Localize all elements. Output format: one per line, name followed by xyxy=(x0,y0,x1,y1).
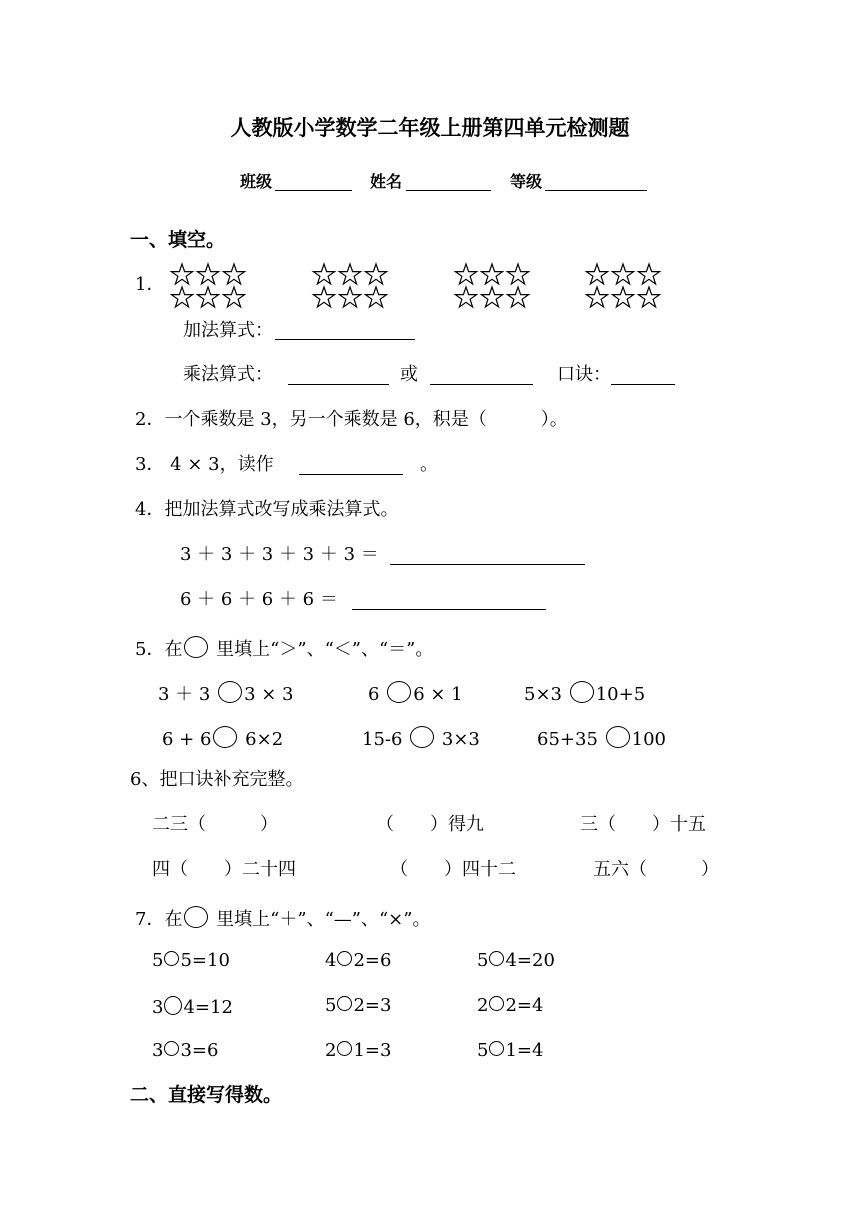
compare-right: 6×2 xyxy=(239,729,284,750)
rhyme-item: 二三（ ） xyxy=(152,814,278,835)
answer-circle[interactable] xyxy=(570,681,594,703)
rhyme-item: 三（ ）十五 xyxy=(580,814,706,835)
operator-item: 2 1=3 xyxy=(325,1040,392,1061)
answer-circle[interactable] xyxy=(489,996,504,1011)
grade-label: 等级 xyxy=(510,172,543,191)
question-7 xyxy=(135,906,430,929)
operator-item: 4 2=6 xyxy=(325,950,392,971)
answer-circle[interactable] xyxy=(337,951,352,966)
question-5-prefix: 5．在 xyxy=(135,639,183,660)
compare-right: 6 × 1 xyxy=(413,684,463,705)
compare-item xyxy=(162,726,283,749)
compare-right: 10+5 xyxy=(595,684,646,705)
compare-item xyxy=(537,726,666,749)
name-label: 姓名 xyxy=(370,172,403,191)
star-group-icon xyxy=(168,262,250,310)
compare-item xyxy=(524,681,645,704)
answer-circle[interactable] xyxy=(410,726,434,748)
equation-1-answer-field[interactable] xyxy=(390,564,585,565)
circle-icon xyxy=(184,906,208,928)
circle-icon xyxy=(184,636,208,658)
section-heading: 一、填空。 xyxy=(130,229,226,251)
compare-right: 3×3 xyxy=(436,729,480,750)
answer-circle[interactable] xyxy=(387,681,411,703)
compare-left: 5×3 xyxy=(524,684,568,705)
question-number: 1． xyxy=(135,274,165,295)
question-7-prefix: 7．在 xyxy=(135,909,183,930)
operator-item: 5 1=4 xyxy=(477,1040,544,1061)
multiplication-label: 乘法算式： xyxy=(183,364,273,385)
addition-answer-field[interactable] xyxy=(275,339,415,340)
answer-circle[interactable] xyxy=(164,951,179,966)
reading-answer-field[interactable] xyxy=(299,474,403,475)
star-group-icon xyxy=(583,262,665,310)
equation-line-1: 3 ＋ 3 ＋ 3 ＋ 3 ＋ 3 ＝ xyxy=(180,544,379,565)
question-5 xyxy=(135,636,433,659)
question-5-suffix: 里填上“＞”、“＜”、“＝”。 xyxy=(210,639,434,660)
answer-circle[interactable] xyxy=(164,996,182,1015)
page-title: 人教版小学数学二年级上册第四单元检测题 xyxy=(230,115,630,140)
name-field[interactable] xyxy=(406,190,491,191)
compare-left: 6 xyxy=(368,684,386,705)
rhyme-item: （ ）四十二 xyxy=(390,859,516,880)
compare-item xyxy=(362,726,480,749)
operator-item: 3 4=12 xyxy=(152,997,233,1018)
answer-circle[interactable] xyxy=(489,1041,504,1056)
star-group-icon xyxy=(310,262,392,310)
question-4: 4．把加法算式改写成乘法算式。 xyxy=(135,499,399,520)
rhyme-label: 口诀： xyxy=(557,364,611,385)
question-6: 6、把口诀补充完整。 xyxy=(130,769,304,790)
question-2: 2．一个乘数是 3，另一个乘数是 6，积是（ ）。 xyxy=(135,409,568,430)
compare-item xyxy=(368,681,463,704)
compare-item xyxy=(158,681,294,704)
answer-circle[interactable] xyxy=(337,1041,352,1056)
question-7-suffix: 里填上“＋”、“—”、“×”。 xyxy=(210,909,431,930)
class-label: 班级 xyxy=(240,172,273,191)
equation-line-2: 6 ＋ 6 ＋ 6 ＋ 6 ＝ xyxy=(180,589,338,610)
question-3-end: 。 xyxy=(420,454,438,475)
section-heading: 二、直接写得数。 xyxy=(130,1084,283,1106)
compare-right: 3 × 3 xyxy=(244,684,294,705)
compare-right: 100 xyxy=(631,729,666,750)
class-field[interactable] xyxy=(275,190,352,191)
compare-left: 65+35 xyxy=(537,729,604,750)
operator-item: 5 5=10 xyxy=(152,950,230,971)
question-3: 3． 4 × 3，读作 xyxy=(135,454,274,475)
compare-left: 6 + 6 xyxy=(162,729,212,750)
operator-item: 3 3=6 xyxy=(152,1040,219,1061)
rhyme-item: 五六（ ） xyxy=(593,859,719,880)
operator-item: 5 4=20 xyxy=(477,950,555,971)
rhyme-item: 四（ ）二十四 xyxy=(152,859,296,880)
answer-circle[interactable] xyxy=(606,726,630,748)
multiplication-answer-field[interactable] xyxy=(288,384,389,385)
compare-left: 15-6 xyxy=(362,729,409,750)
rhyme-answer-field[interactable] xyxy=(611,384,675,385)
answer-circle[interactable] xyxy=(489,951,504,966)
multiplication-answer-field-2[interactable] xyxy=(430,384,533,385)
grade-field[interactable] xyxy=(545,190,647,191)
answer-circle[interactable] xyxy=(164,1041,179,1056)
operator-item: 2 2=4 xyxy=(477,995,544,1016)
equation-2-answer-field[interactable] xyxy=(352,609,546,610)
answer-circle[interactable] xyxy=(218,681,242,703)
star-group-icon xyxy=(452,262,534,310)
or-label: 或 xyxy=(400,364,418,385)
addition-label: 加法算式： xyxy=(183,320,273,341)
answer-circle[interactable] xyxy=(337,996,352,1011)
rhyme-item: （ ）得九 xyxy=(376,814,484,835)
answer-circle[interactable] xyxy=(213,726,237,748)
operator-item: 5 2=3 xyxy=(325,995,392,1016)
compare-left: 3 ＋ 3 xyxy=(158,684,217,705)
